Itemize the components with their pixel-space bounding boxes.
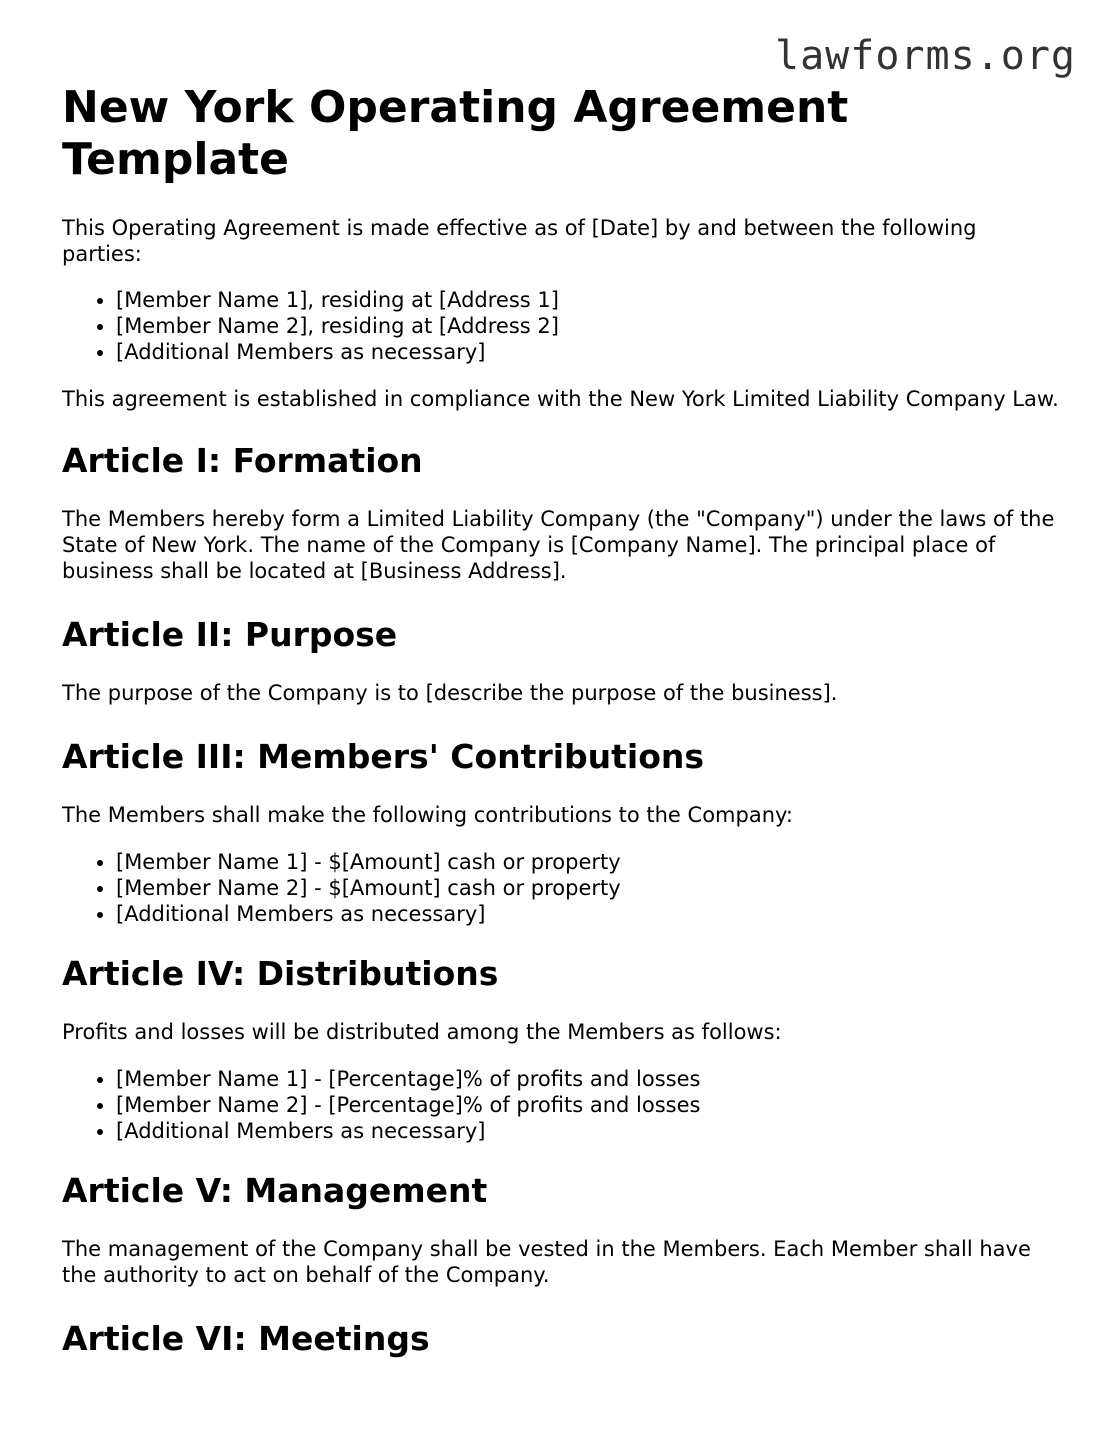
document-title [62, 82, 1062, 186]
list-item: • [Member Name 2] - [Percentage]% of profits and losses [116, 1092, 1062, 1118]
compliance-paragraph: This agreement is established in compliance with the New York Limited Liability Company Law. [62, 387, 1059, 411]
title-line-2: Template [62, 134, 290, 185]
list-item: • [Additional Members as necessary] [116, 1118, 1062, 1144]
article-5-text: The management of the Company shall be vested in the Members. Each Member shall have the authority to act on behalf of the Company. [62, 1237, 1031, 1287]
list-item: • [Member Name 1] - $[Amount] cash or property [116, 849, 1062, 875]
article-3-heading: Article III: Members' Contributions [62, 737, 705, 776]
article-3-text: The Members shall make the following contributions to the Company: [62, 803, 793, 827]
parties-list [62, 287, 1062, 365]
list-item: • [Member Name 1] - [Percentage]% of profits and losses [116, 1066, 1062, 1092]
list-item: • [Member Name 1], residing at [Address 1] [116, 287, 1062, 313]
article-1-text: The Members hereby form a Limited Liability Company (the "Company") under the laws of the State of New York. The name of the Company is [Company Name]. The principal place of business shall be located at [Business Address]. [62, 507, 1055, 583]
contributions-list [62, 849, 1062, 927]
document-page [62, 82, 1062, 1358]
list-item: • [Member Name 2] - $[Amount] cash or property [116, 875, 1062, 901]
article-4-heading: Article IV: Distributions [62, 954, 499, 993]
article-2-heading: Article II: Purpose [62, 615, 398, 654]
watermark: lawforms.org [775, 33, 1076, 79]
intro-paragraph: This Operating Agreement is made effective as of [Date] by and between the following parties: [62, 216, 977, 266]
article-6-heading: Article VI: Meetings [62, 1319, 430, 1358]
article-2-text: The purpose of the Company is to [describe the purpose of the business]. [62, 681, 838, 705]
list-item: • [Additional Members as necessary] [116, 339, 1062, 365]
article-1-heading: Article I: Formation [62, 441, 423, 480]
list-item: • [Additional Members as necessary] [116, 901, 1062, 927]
distributions-list [62, 1066, 1062, 1144]
article-4-text: Profits and losses will be distributed among the Members as follows: [62, 1020, 782, 1044]
article-5-heading: Article V: Management [62, 1171, 488, 1210]
list-item: • [Member Name 2], residing at [Address 2] [116, 313, 1062, 339]
title-line-1: New York Operating Agreement [62, 82, 849, 133]
